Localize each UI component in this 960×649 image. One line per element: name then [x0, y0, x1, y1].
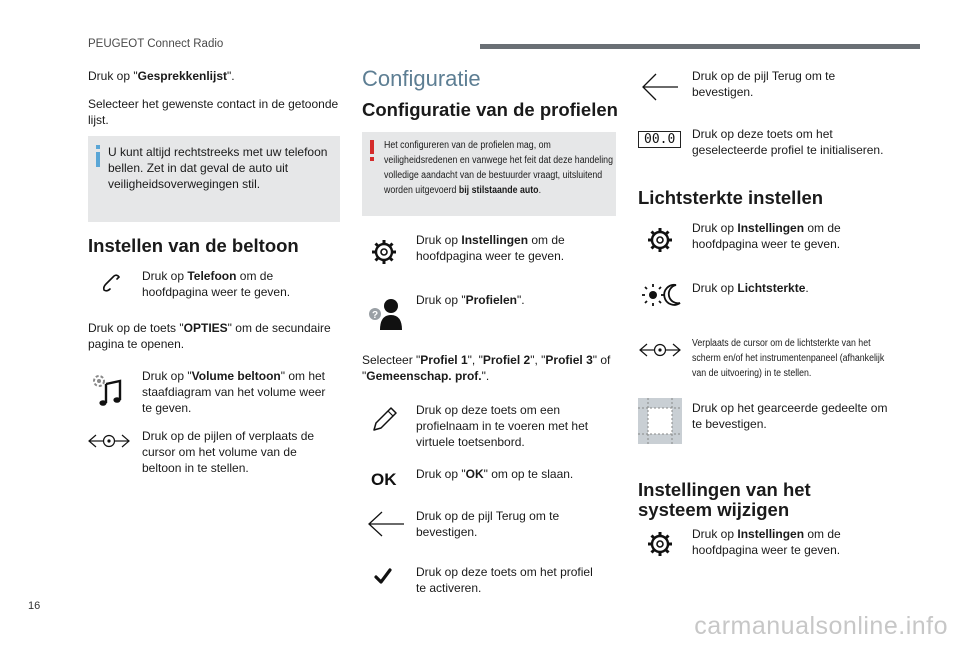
paragraph-gesprekkenlijst: Druk op "Gesprekkenlijst". — [88, 69, 235, 83]
step-lichtsterkte: Druk op Lichtsterkte. — [692, 281, 809, 295]
heading-systeem — [638, 480, 811, 520]
heading-lichtsterkte: Lichtsterkte instellen — [638, 187, 824, 208]
step-instellingen-systeem: Druk op Instellingen om de hoofdpagina weer te geven. — [692, 527, 841, 557]
slider-arrows-icon — [638, 341, 682, 359]
settings-gear-icon — [646, 530, 674, 558]
heading-systeem-line2: systeem wijzigen — [638, 499, 790, 520]
step-instellingen-licht: Druk op Instellingen om de hoofdpagina weer te geven. — [692, 221, 841, 251]
step-terug-2: Druk op de pijl Terug om te bevestigen. — [692, 69, 836, 99]
back-arrow-icon — [366, 510, 406, 538]
step-profielen: Druk op "Profielen". — [416, 293, 525, 307]
step-instellingen-profielen: Druk op Instellingen om de hoofdpagina weer te geven. — [416, 233, 565, 263]
profile-user-icon — [366, 294, 406, 332]
settings-gear-icon — [646, 226, 674, 254]
warning-box — [362, 132, 616, 216]
settings-gear-icon — [370, 238, 398, 266]
svg-text:?: ? — [371, 310, 379, 321]
warning-text: Het configureren van de profielen mag, om veiligheidsredenen en vanwege het feit dat deze handeling volledige aandacht van de bestuurder vraagt, uitsluitend worden uitgevoerd bij stilstaande auto. — [384, 140, 613, 196]
step-cursor-lichtsterkte: Verplaats de cursor om de lichtsterkte van het scherm en/of het instrumentenpaneel (afhankelijk van de uitvoering) in te stellen. — [692, 338, 885, 379]
step-gearceerde: Druk op het gearceerde gedeelte om te bevestigen. — [692, 401, 888, 431]
heading-configuratie: Configuratie — [362, 66, 481, 91]
heading-beltoon: Instellen van de beltoon — [88, 235, 299, 256]
page-number: 16 — [28, 600, 41, 612]
info-text: U kunt altijd rechtstreeks met uw telefoon bellen. Zet in dat geval de auto uit veiligheidsoverwegingen stil. — [108, 145, 328, 191]
paragraph-select-contact: Selecteer het gewenste contact in de getoonde lijst. — [88, 97, 339, 127]
phone-icon — [100, 272, 122, 294]
reset-icon: 00.0 — [638, 131, 681, 148]
paragraph-opties: Druk op de toets "OPTIES" om de secundaire pagina te openen. — [88, 321, 331, 351]
info-icon — [94, 145, 102, 167]
paragraph-selecteer-profiel: Selecteer "Profiel 1", "Profiel 2", "Profiel 3" of "Gemeenschap. prof.". — [362, 353, 611, 383]
ok-icon: OK — [371, 470, 397, 489]
checkmark-icon — [374, 568, 392, 584]
slider-arrows-icon — [87, 432, 131, 450]
watermark: carmanualsonline.info — [694, 612, 948, 640]
heading-profielen: Configuratie van de profielen — [362, 99, 618, 120]
shaded-area-icon — [638, 398, 682, 444]
step-activeren: Druk op deze toets om het profiel te activeren. — [416, 565, 593, 595]
heading-systeem-line1: Instellingen van het — [638, 479, 811, 500]
step-volume-beltoon: Druk op "Volume beltoon" om het staafdiagram van het volume weer te geven. — [142, 369, 326, 415]
step-initialiseren: Druk op deze toets om het geselecteerde profiel te initialiseren. — [692, 127, 884, 157]
step-pijlen: Druk op de pijlen of verplaats de cursor om het volume van de beltoon in te stellen. — [142, 429, 315, 475]
edit-pencil-icon — [370, 404, 400, 434]
warning-icon — [368, 140, 376, 162]
brightness-icon — [642, 282, 682, 308]
ringtone-volume-icon — [90, 372, 126, 408]
step-telefoon: Druk op Telefoon om de hoofdpagina weer te geven. — [142, 269, 291, 299]
step-ok: Druk op "OK" om op te slaan. — [416, 467, 574, 481]
header-title: PEUGEOT Connect Radio — [88, 38, 224, 50]
info-box — [88, 136, 340, 222]
header-bar — [480, 44, 920, 49]
step-terug: Druk op de pijl Terug om te bevestigen. — [416, 509, 560, 539]
back-arrow-icon — [640, 72, 680, 102]
step-profielnaam: Druk op deze toets om een profielnaam in te voeren met het virtuele toetsenbord. — [416, 403, 589, 449]
